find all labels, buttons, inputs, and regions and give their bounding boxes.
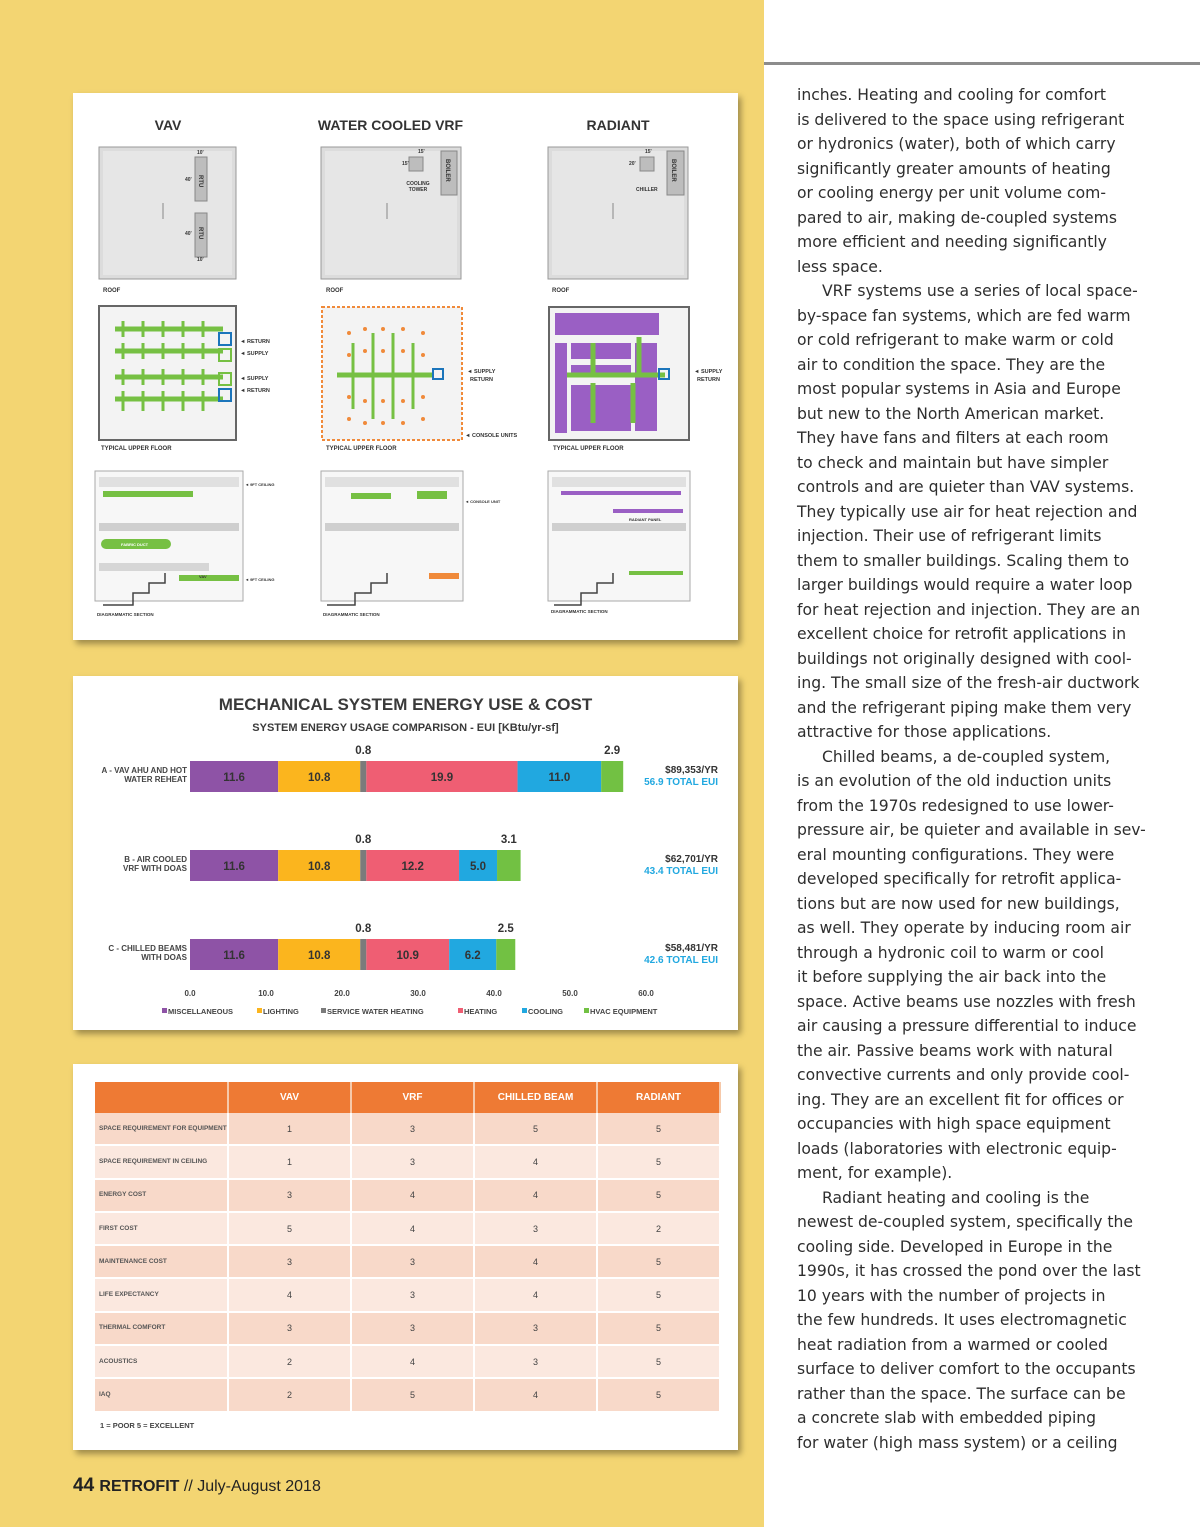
table-row — [95, 1212, 720, 1245]
vav-dim-upper: 40' — [185, 177, 192, 183]
energy-chart-figure — [73, 676, 738, 1030]
table-row — [95, 1312, 720, 1345]
rating-cell: 5 — [597, 1113, 720, 1145]
article-line: loads (laboratories with electronic equip- — [797, 1139, 1117, 1158]
rating-cell: 2 — [228, 1345, 351, 1378]
article-body — [797, 83, 1146, 1455]
article-line: or hydronics (water), both of which carry — [797, 135, 1116, 153]
table-header-row — [95, 1082, 720, 1113]
rating-table-figure — [73, 1064, 738, 1450]
rating-cell: 3 — [474, 1212, 597, 1245]
article-line: pressure air, be quieter and available in sev- — [797, 821, 1146, 839]
chart-title: MECHANICAL SYSTEM ENERGY USE & COST — [218, 695, 593, 714]
vav-dim-bottom: 10' — [197, 257, 204, 263]
data-label: 5.0 — [470, 861, 487, 873]
article-line: occupancies with high space equipment — [797, 1115, 1111, 1133]
annual-cost: $58,481/YR — [665, 943, 718, 954]
rating-cell: 3 — [351, 1145, 474, 1178]
vav-dim-lower: 40' — [185, 231, 192, 237]
article-line: and the refrigerant piping make them very — [797, 698, 1132, 717]
header-blank — [95, 1082, 228, 1113]
data-label: 0.8 — [355, 745, 372, 757]
console-units-label: ◄ CONSOLE UNITS — [465, 433, 518, 439]
rating-cell: 5 — [597, 1312, 720, 1345]
header-radiant: RADIANT — [597, 1082, 720, 1113]
rating-cell: 5 — [597, 1179, 720, 1212]
rating-cell: 3 — [351, 1245, 474, 1278]
header-vav: VAV — [228, 1082, 351, 1113]
rating-cell: 1 — [228, 1113, 351, 1145]
legend-label: COOLING — [528, 1007, 563, 1016]
data-label: 11.6 — [223, 950, 245, 962]
article-line: Chilled beams, a de-coupled system, — [822, 747, 1111, 766]
cooling-tower-label: COOLING TOWER — [406, 181, 430, 193]
column-title-radiant: RADIANT — [586, 117, 650, 133]
radiant-dim-a: 15' — [645, 149, 652, 155]
article-line: or cold refrigerant to make warm or cold — [797, 331, 1114, 349]
vav-supply-label-1: ◄ SUPPLY — [240, 351, 269, 357]
article-line: ment, for example). — [797, 1164, 953, 1182]
total-eui: 42.6 TOTAL EUI — [644, 955, 718, 966]
vav-ceiling-label: ◄ 9FT CEILING — [245, 482, 275, 487]
rating-cell: 3 — [228, 1245, 351, 1278]
page-number: 44 — [73, 1475, 95, 1496]
article-line: but new to the North American market. — [797, 404, 1105, 423]
rtu-label-lower: RTU — [197, 227, 203, 240]
article-line: less space. — [797, 257, 883, 276]
data-label: 2.5 — [497, 923, 514, 935]
table-row — [95, 1245, 720, 1278]
table-row — [95, 1345, 720, 1378]
article-line: VRF systems use a series of local space- — [822, 282, 1138, 300]
data-label: 11.6 — [223, 861, 245, 873]
data-label: 10.8 — [308, 772, 331, 784]
article-line: They typically use air for heat rejection and — [797, 502, 1138, 521]
rating-cell: 5 — [474, 1113, 597, 1145]
article-line: air causing a pressure differential to induce — [797, 1017, 1137, 1035]
page-footer — [73, 1475, 321, 1497]
article-line: attractive for those applications. — [797, 723, 1052, 741]
column-title-vrf: WATER COOLED VRF — [317, 117, 464, 133]
x-tick-label: 0.0 — [184, 989, 196, 998]
article-line: them to smaller buildings. Scaling them to — [797, 551, 1130, 570]
floor-label-vrf: TYPICAL UPPER FLOOR — [326, 446, 397, 452]
x-tick-label: 50.0 — [562, 989, 578, 998]
article-line: 10 years with the number of projects in — [797, 1286, 1106, 1305]
x-tick-label: 40.0 — [486, 989, 502, 998]
legend-label: HVAC EQUIPMENT — [590, 1007, 658, 1016]
data-label: 10.8 — [308, 950, 331, 962]
vrf-floor-plan — [322, 307, 462, 440]
row-label: LIFE EXPECTANCY — [95, 1278, 228, 1311]
article-line: tions but are now used for new buildings, — [797, 894, 1120, 913]
x-tick-label: 10.0 — [258, 989, 274, 998]
article-line: more efficient and needing significantly — [797, 233, 1107, 251]
radiant-roof-plan — [548, 147, 688, 279]
data-label: 10.8 — [308, 861, 331, 873]
article-line: rather than the space. The surface can be — [797, 1384, 1126, 1403]
rating-cell: 4 — [474, 1145, 597, 1178]
article-line: from the 1970s redesigned to use lower- — [797, 796, 1114, 815]
roof-label-vrf: ROOF — [326, 288, 344, 294]
data-label: 6.2 — [464, 950, 481, 962]
radiant-return-label: RETURN — [697, 377, 720, 383]
radiant-floor-plan — [549, 307, 689, 440]
data-label: 3.1 — [500, 834, 517, 846]
rating-cell: 5 — [228, 1212, 351, 1245]
article-line: heat radiation from a warmed or cooled — [797, 1335, 1108, 1354]
article-line: for water (high mass system) or a ceiling — [797, 1433, 1118, 1452]
article-line: or cooling energy per unit volume com- — [797, 184, 1106, 202]
bar-segment — [497, 850, 521, 881]
data-label: 11.0 — [548, 772, 571, 784]
bar-segment — [360, 939, 366, 970]
article-line: ing. The small size of the fresh-air ductwork — [797, 674, 1140, 692]
x-tick-label: 20.0 — [334, 989, 350, 998]
article-line: most popular systems in Asia and Europe — [797, 380, 1121, 398]
row-label: SPACE REQUIREMENT IN CEILING — [95, 1145, 228, 1178]
rating-cell: 4 — [351, 1212, 474, 1245]
legend-swatch — [321, 1008, 326, 1013]
section-label-vrf: DIAGRAMMATIC SECTION — [323, 612, 380, 617]
article-line: the few hundreds. It uses electromagnetic — [797, 1311, 1127, 1329]
rating-cell: 5 — [597, 1345, 720, 1378]
legend-label: LIGHTING — [263, 1007, 299, 1016]
row-label: MAINTENANCE COST — [95, 1245, 228, 1278]
table-row — [95, 1378, 720, 1411]
radiant-dim-b: 20' — [629, 161, 636, 167]
column-title-vav: VAV — [154, 117, 182, 133]
rating-cell: 2 — [597, 1212, 720, 1245]
article-line: inches. Heating and cooling for comfort — [797, 86, 1106, 104]
article-line: excellent choice for retrofit applications in — [797, 625, 1127, 643]
floor-label-radiant: TYPICAL UPPER FLOOR — [553, 446, 624, 452]
row-label: IAQ — [95, 1378, 228, 1411]
category-label: WATER REHEAT — [124, 775, 187, 784]
publication-name: RETROFIT — [99, 1478, 180, 1495]
article-line: larger buildings would require a water loop — [797, 576, 1133, 594]
legend-swatch — [257, 1008, 262, 1013]
vav-return-label-1: ◄ RETURN — [240, 339, 270, 345]
boiler-label-radiant: BOILER — [670, 159, 676, 182]
issue-date: July-August 2018 — [197, 1478, 321, 1495]
rating-cell: 5 — [597, 1245, 720, 1278]
radiant-supply-label: ◄ SUPPLY — [694, 369, 723, 375]
rating-cell: 4 — [351, 1179, 474, 1212]
rating-cell: 3 — [228, 1179, 351, 1212]
category-label: A - VAV AHU AND HOT — [101, 766, 187, 775]
vav-floor-plan — [99, 306, 236, 440]
boiler-label-vrf: BOILER — [444, 159, 450, 182]
vav-supply-label-2: ◄ SUPPLY — [240, 376, 269, 382]
vav-return-label-2: ◄ RETURN — [240, 388, 270, 394]
rating-cell: 5 — [597, 1378, 720, 1411]
row-label: ENERGY COST — [95, 1179, 228, 1212]
vav-section — [95, 471, 243, 605]
article-line: They have fans and filters at each room — [797, 429, 1109, 447]
x-tick-label: 30.0 — [410, 989, 426, 998]
data-label: 0.8 — [355, 923, 372, 935]
rating-cell: 2 — [228, 1378, 351, 1411]
roof-label-radiant: ROOF — [552, 288, 570, 294]
rating-cell: 4 — [474, 1179, 597, 1212]
console-unit-label: ◄ CONSOLE UNIT — [465, 499, 501, 504]
vav-box-label: VAV — [199, 574, 207, 579]
section-label-radiant: DIAGRAMMATIC SECTION — [551, 609, 608, 614]
table-row — [95, 1145, 720, 1178]
rtu-label-upper: RTU — [197, 175, 203, 188]
footer-separator: // — [179, 1478, 198, 1495]
rating-cell: 3 — [228, 1312, 351, 1345]
annual-cost: $62,701/YR — [665, 854, 718, 865]
article-line: through a hydronic coil to warm or cool — [797, 943, 1104, 962]
vrf-dim-a: 15' — [418, 149, 425, 155]
article-line: cooling side. Developed in Europe in the — [797, 1237, 1113, 1256]
row-label: SPACE REQUIREMENT FOR EQUIPMENT — [95, 1113, 228, 1145]
bar-segment — [360, 761, 366, 792]
article-line: a concrete slab with embedded piping — [797, 1409, 1097, 1427]
article-line: eral mounting configurations. They were — [797, 845, 1115, 864]
vrf-roof-plan — [321, 147, 461, 279]
article-line: air to condition the space. They are the — [797, 355, 1106, 374]
rating-scale-note: 1 = POOR 5 = EXCELLENT — [100, 1421, 195, 1430]
legend-swatch — [162, 1008, 167, 1013]
x-tick-label: 60.0 — [638, 989, 654, 998]
article-line: to check and maintain but have simpler — [797, 453, 1109, 472]
article-line: significantly greater amounts of heating — [797, 159, 1111, 178]
category-label: VRF WITH DOAS — [123, 864, 187, 873]
rating-cell: 3 — [351, 1113, 474, 1145]
row-label: THERMAL COMFORT — [95, 1312, 228, 1345]
data-label: 0.8 — [355, 834, 372, 846]
legend-label: HEATING — [464, 1007, 498, 1016]
article-line: buildings not originally designed with cool- — [797, 649, 1132, 668]
system-diagrams-figure — [73, 93, 738, 640]
bar-segment — [496, 939, 515, 970]
chiller-label: CHILLER — [636, 187, 658, 193]
rating-cell: 5 — [351, 1378, 474, 1411]
article-line: as well. They operate by inducing room air — [797, 919, 1131, 937]
section-label-vav: DIAGRAMMATIC SECTION — [97, 612, 154, 617]
article-line: pared to air, making de-coupled systems — [797, 208, 1117, 227]
category-label: C - CHILLED BEAMS — [108, 944, 187, 953]
article-line: it before supplying the air back into the — [797, 968, 1107, 986]
rating-cell: 4 — [351, 1345, 474, 1378]
bar-segment — [360, 850, 366, 881]
article-line: injection. Their use of refrigerant limits — [797, 527, 1102, 545]
article-line: ing. They are an excellent fit for offices or — [797, 1090, 1124, 1109]
rating-cell: 4 — [474, 1378, 597, 1411]
data-label: 2.9 — [604, 745, 621, 757]
category-label: WITH DOAS — [141, 953, 187, 962]
header-vrf: VRF — [351, 1082, 474, 1113]
legend-label: MISCELLANEOUS — [168, 1007, 234, 1016]
article-line: developed specifically for retrofit applica- — [797, 870, 1122, 888]
fabric-duct-label: FABRIC DUCT — [121, 542, 149, 547]
article-line: is an evolution of the old induction units — [797, 772, 1112, 790]
article-line: is delivered to the space using refrigerant — [797, 110, 1125, 129]
header-rule — [764, 62, 1200, 65]
article-line: controls and are quieter than VAV systems. — [797, 478, 1135, 496]
stacked-bar-chart — [73, 676, 738, 1030]
legend-swatch — [522, 1008, 527, 1013]
rating-cell: 3 — [474, 1312, 597, 1345]
article-line: Radiant heating and cooling is the — [822, 1188, 1090, 1207]
vav-roof-plan — [99, 147, 236, 279]
row-label: FIRST COST — [95, 1212, 228, 1245]
data-label: 19.9 — [430, 772, 454, 784]
row-label: ACOUSTICS — [95, 1345, 228, 1378]
legend-swatch — [458, 1008, 463, 1013]
vrf-supply-label: ◄ SUPPLY — [467, 369, 496, 375]
rating-cell: 4 — [474, 1245, 597, 1278]
data-label: 12.2 — [401, 861, 424, 873]
article-line: the air. Passive beams work with natural — [797, 1041, 1113, 1060]
table-row — [95, 1179, 720, 1212]
legend-label: SERVICE WATER HEATING — [327, 1007, 424, 1016]
vrf-section — [321, 471, 463, 605]
category-label: B - AIR COOLED — [124, 855, 187, 864]
table-row — [95, 1113, 720, 1145]
table-row — [95, 1278, 720, 1311]
article-line: space. Active beams use nozzles with fresh — [797, 992, 1136, 1011]
total-eui: 43.4 TOTAL EUI — [644, 866, 718, 877]
system-rating-table — [95, 1082, 721, 1413]
rating-cell: 4 — [228, 1278, 351, 1311]
vrf-dim-b: 15' — [402, 161, 409, 167]
article-line: 1990s, it has crossed the pond over the last — [797, 1262, 1141, 1280]
legend-swatch — [584, 1008, 589, 1013]
vav-dim-top: 10' — [197, 150, 204, 156]
bar-segment — [601, 761, 623, 792]
rating-cell: 4 — [474, 1278, 597, 1311]
annual-cost: $89,353/YR — [665, 765, 718, 776]
article-line: newest de-coupled system, specifically the — [797, 1213, 1134, 1231]
article-line: by-space fan systems, which are fed warm — [797, 306, 1131, 325]
roof-label-vav: ROOF — [103, 288, 121, 294]
rating-cell: 3 — [351, 1312, 474, 1345]
article-line: surface to deliver comfort to the occupants — [797, 1360, 1136, 1378]
article-line: for heat rejection and injection. They are an — [797, 600, 1141, 619]
floor-label-vav: TYPICAL UPPER FLOOR — [101, 446, 172, 452]
rating-cell: 1 — [228, 1145, 351, 1178]
article-line: convective currents and only provide cool- — [797, 1066, 1130, 1084]
total-eui: 56.9 TOTAL EUI — [644, 777, 718, 788]
data-label: 10.9 — [396, 950, 419, 962]
chart-subtitle: SYSTEM ENERGY USAGE COMPARISON - EUI [KBtu/yr-sf] — [252, 722, 559, 734]
radiant-panel-label: RADIANT PANEL — [629, 517, 662, 522]
rating-cell: 3 — [351, 1278, 474, 1311]
diagrams-drawing — [73, 93, 738, 640]
data-label: 11.6 — [223, 772, 245, 784]
vrf-return-label: RETURN — [470, 377, 493, 383]
rating-cell: 5 — [597, 1278, 720, 1311]
header-chilled-beam: CHILLED BEAM — [474, 1082, 597, 1113]
rating-cell: 5 — [597, 1145, 720, 1178]
rating-cell: 3 — [474, 1345, 597, 1378]
vav-ceiling-label-lower: ◄ 9FT CEILING — [245, 577, 275, 582]
radiant-section — [548, 471, 690, 605]
